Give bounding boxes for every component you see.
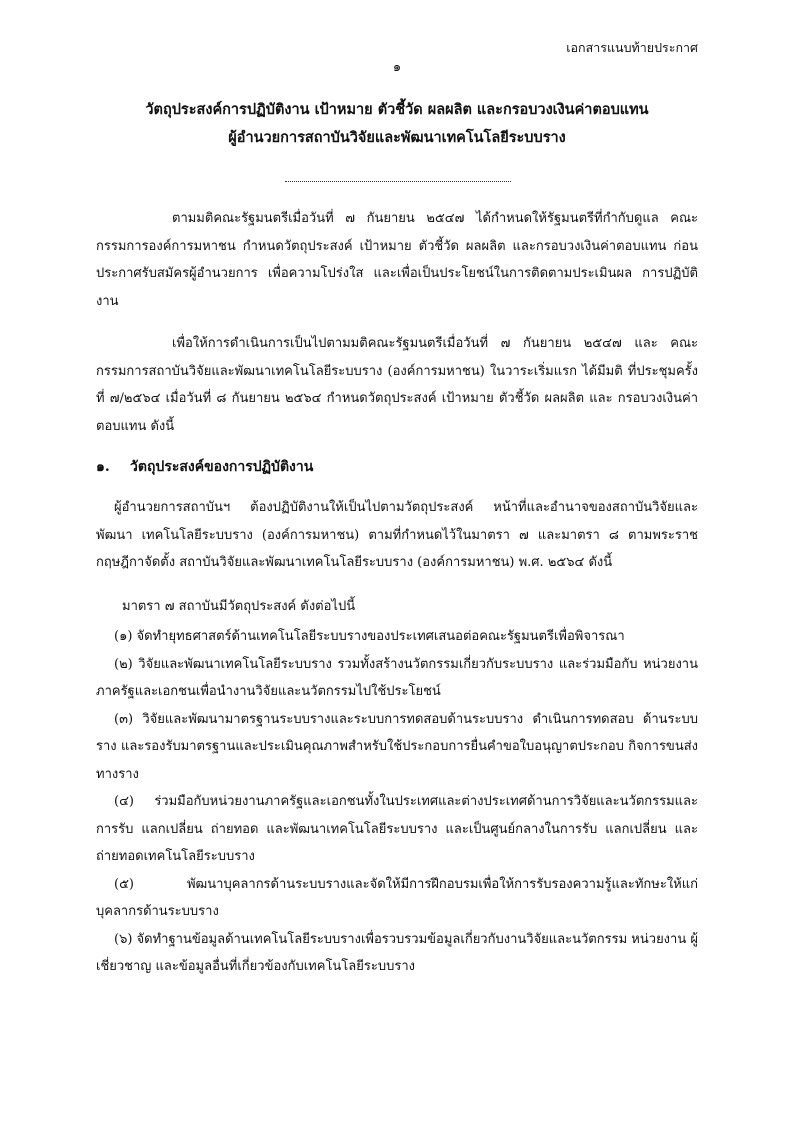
list-item: (๑) จัดทำยุทธศาสตร์ด้านเทคโนโลยีระบบรางของประเทศเสนอต่อคณะรัฐมนตรีเพื่อพิจารณา [114,629,625,644]
list-item: (๓) วิจัยและพัฒนามาตรฐานระบบรางและระบบการทดสอบด้านระบบราง ดำเนินการทดสอบ ด้านระบบราง และรองรับมาตรฐานและประเมินคุณภาพสำหรับใช้ประกอบการยื่นคำขอใบอนุญาตประกอบ กิจการขนส่งทางราง [96,711,698,782]
section-1-heading [96,456,313,478]
section-1-intro: ผู้อำนวยการสถาบันฯ ต้องปฏิบัติงานให้เป็นไปตามวัตถุประสงค์ หน้าที่และอำนาจของสถาบันวิจัยและพัฒนา เทคโนโลยีระบบราง (องค์การมหาชน) ตามที่กำหนดไว้ในมาตรา ๗ และมาตรา ๘ ตามพระราชกฤษฎีกาจัดตั้ง สถาบันวิจัยและพัฒนาเทคโนโลยีระบบราง (องค์การมหาชน) พ.ศ. ๒๕๖๔ ดังนี้ [96,500,698,570]
list-item: (๕) พัฒนาบุคลากรด้านระบบรางและจัดให้มีการฝึกอบรมเพื่อให้การรับรองความรู้และทักษะให้แก่ บุคลากรด้านระบบราง [96,876,698,919]
document-title [110,96,684,152]
list-item: (๖) จัดทำฐานข้อมูลด้านเทคโนโลยีระบบรางเพื่อรวบรวมข้อมูลเกี่ยวกับงานวิจัยและนวัตกรรม หน่วยงาน ผู้เชี่ยวชาญ และข้อมูลอื่นที่เกี่ยวข้องกับเทคโนโลยีระบบราง [96,931,698,974]
list-item: (๒) วิจัยและพัฒนาเทคโนโลยีระบบราง รวมทั้งสร้างนวัตกรรมเกี่ยวกับระบบราง และร่วมมือกับ หน่วยงานภาครัฐและเอกชนเพื่อนำงานวิจัยและนวัตกรรมไปใช้ประโยชน์ [96,656,698,699]
title-line-2: ผู้อำนวยการสถาบันวิจัยและพัฒนาเทคโนโลยีระบบราง [228,129,566,146]
list-item: (๔) ร่วมมือกับหน่วยงานภาครัฐและเอกชนทั้งในประเทศและต่างประเทศด้านการวิจัยและนวัตกรรมและ การรับ แลกเปลี่ยน ถ่ายทอด และพัฒนาเทคโนโลยีระบบราง และเป็นศูนย์กลางในการรับ แลกเปลี่ยน และถ่ายทอดเทคโนโลยีระบบราง [96,794,698,864]
article-7-lead: มาตรา ๗ สถาบันมีวัตถุประสงค์ ดังต่อไปนี้ [122,599,356,614]
page-number: ๑ [392,60,402,75]
section-1-title: วัตถุประสงค์ของการปฏิบัติงาน [130,459,314,475]
intro-paragraph-2: เพื่อให้การดำเนินการเป็นไปตามมติคณะรัฐมนตรีเมื่อวันที่ ๗ กันยายน ๒๕๔๗ และ คณะกรรมการสถาบันวิจัยและพัฒนาเทคโนโลยีระบบราง (องค์การมหาชน) ในวาระเริ่มแรก ได้มีมติ ที่ประชุมครั้งที่ ๗/๒๕๖๔ เมื่อวันที่ ๘ กันยายน ๒๕๖๔ กำหนดวัตถุประสงค์ เป้าหมาย ตัวชี้วัด ผลผลิต และ กรอบวงเงินค่าตอบแทน ดังนี้ [96,336,698,434]
section-1-number: ๑. [96,459,110,475]
dotted-divider [285,181,511,182]
intro-paragraph-1: ตามมติคณะรัฐมนตรีเมื่อวันที่ ๗ กันยายน ๒๕๔๗ ได้กำหนดให้รัฐมนตรีที่กำกับดูแล คณะกรรมการองค์การมหาชน กำหนดวัตถุประสงค์ เป้าหมาย ตัวชี้วัด ผลผลิต และกรอบวงเงินค่าตอบแทน ก่อนประกาศรับสมัครผู้อำนวยการ เพื่อความโปร่งใส และเพื่อเป็นประโยชน์ในการติดตามประเมินผล การปฏิบัติงาน [96,211,698,309]
objectives-list [96,623,698,981]
title-line-1: วัตถุประสงค์การปฏิบัติงาน เป้าหมาย ตัวชี้วัด ผลผลิต และกรอบวงเงินค่าตอบแทน [145,101,649,118]
attachment-note: เอกสารแนบท้ายประกาศ [566,40,698,55]
